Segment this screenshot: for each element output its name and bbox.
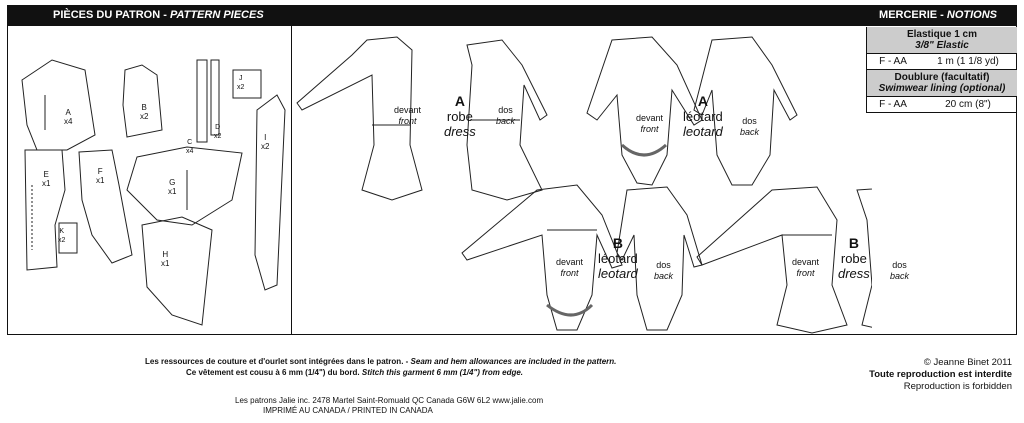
piece-f-shape xyxy=(79,150,132,263)
piece-label-b: B x2 xyxy=(140,103,149,121)
label-a-leotard-front: devant front xyxy=(636,113,664,134)
stitch-note: Ce vêtement est cousu à 6 mm (1/4") du bord. Stitch this garment 6 mm (1/4") from edge. xyxy=(186,368,524,377)
piece-label-i: I x2 xyxy=(261,133,270,151)
piece-label-h: H x1 xyxy=(161,250,170,268)
elastic-heading: Elastique 1 cm 3/8" Elastic xyxy=(867,27,1017,54)
label-b-leotard: B léotard leotard xyxy=(598,235,638,281)
piece-h-shape xyxy=(142,217,212,325)
piece-label-e: E x1 xyxy=(42,170,51,188)
piece-a-shape xyxy=(22,60,95,150)
piece-b-shape xyxy=(123,65,162,137)
piece-label-g: G x1 xyxy=(168,178,177,196)
label-b-dress-front: devant front xyxy=(792,257,820,278)
header-bar xyxy=(7,5,1017,25)
lining-heading: Doublure (facultatif) Swimwear lining (optional) xyxy=(867,70,1017,97)
copyright-block: © Jeanne Binet 2011 Toute reproduction est interdite Reproduction is forbidden xyxy=(869,357,1012,392)
piece-label-j: J x2 xyxy=(237,75,245,91)
elastic-row: F - AA 1 m (1 1/8 yd) xyxy=(867,54,1017,70)
pattern-pieces-diagram xyxy=(7,25,297,335)
label-a-leotard: A léotard leotard xyxy=(683,93,723,139)
label-b-dress: B robe dress xyxy=(838,235,870,281)
notions-table xyxy=(866,27,1017,113)
piece-label-k: K x2 xyxy=(58,228,66,244)
piece-i-shape xyxy=(255,95,285,290)
designs-diagram xyxy=(292,25,872,335)
piece-label-a: A x4 xyxy=(64,108,73,126)
piece-label-d: D x2 xyxy=(214,124,222,140)
label-a-dress-back: dos back xyxy=(496,105,516,126)
piece-c-shape xyxy=(197,60,207,142)
design-b-dress-front xyxy=(697,187,847,333)
label-b-leotard-back: dos back xyxy=(654,260,674,281)
label-b-leotard-front: devant front xyxy=(556,257,584,278)
label-a-leotard-back: dos back xyxy=(740,116,760,137)
printed-in: IMPRIMÉ AU CANADA / PRINTED IN CANADA xyxy=(263,406,433,415)
label-b-dress-back: dos back xyxy=(890,260,910,281)
pieces-heading: PIÈCES DU PATRON - PATTERN PIECES xyxy=(53,9,264,21)
notions-heading: MERCERIE - NOTIONS xyxy=(879,9,997,21)
label-a-dress-front: devant front xyxy=(394,105,422,126)
piece-g-shape xyxy=(127,147,242,225)
lining-row: F - AA 20 cm (8") xyxy=(867,97,1017,113)
label-a-dress: A robe dress xyxy=(444,93,476,139)
company-address: Les patrons Jalie inc. 2478 Martel Saint-Romuald QC Canada G6W 6L2 www.jalie.com xyxy=(235,396,544,405)
piece-label-c: C x4 xyxy=(186,139,194,155)
allowance-note: Les ressources de couture et d'ourlet sont intégrées dans le patron. - Seam and hem allowances are included in the pattern. xyxy=(145,357,617,366)
piece-label-f: F x1 xyxy=(96,167,105,185)
